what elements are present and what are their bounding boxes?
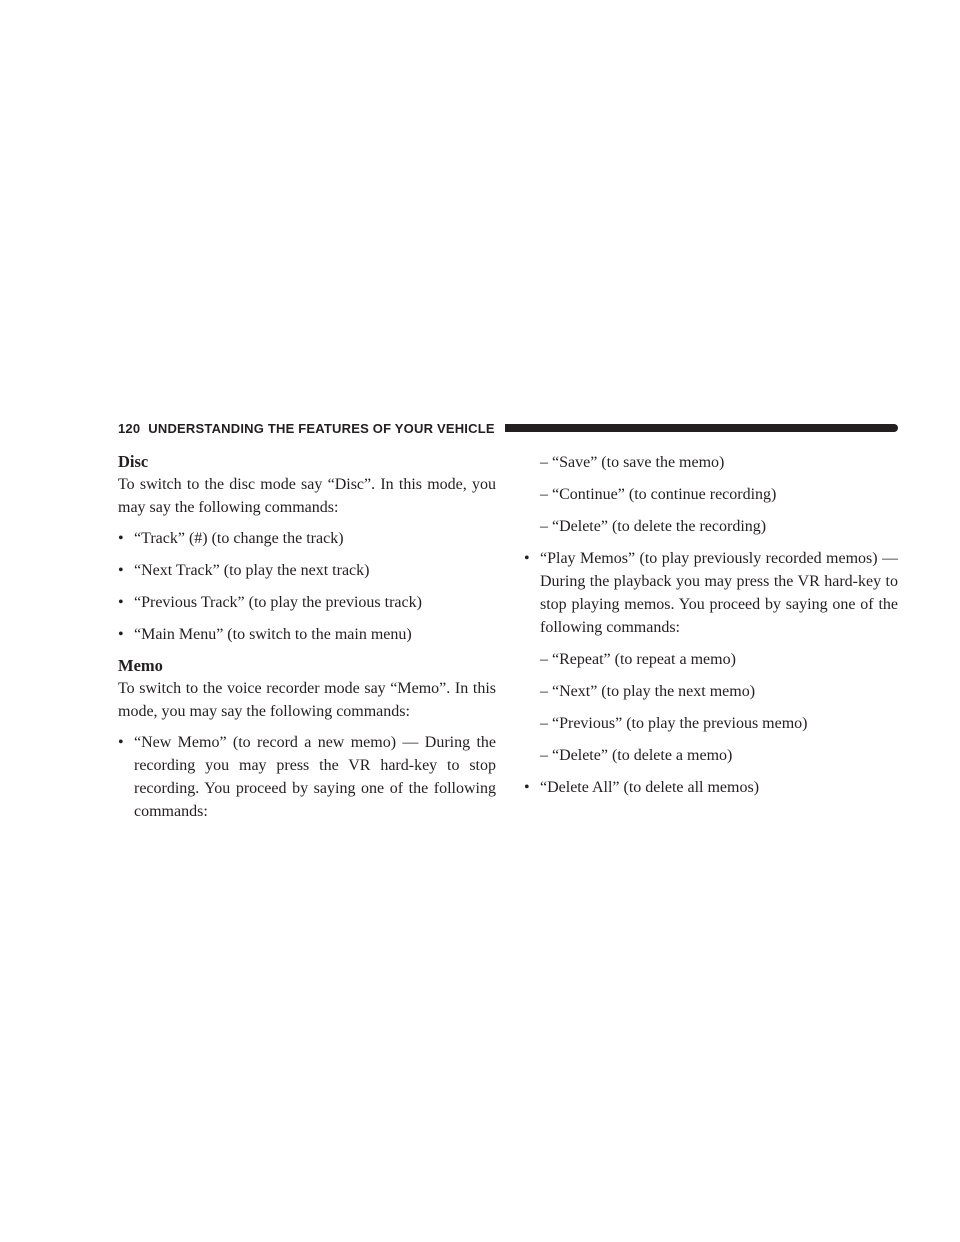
list-item-text: “Delete All” (to delete all memos) [540, 779, 760, 796]
bullet-icon: • [524, 779, 530, 796]
sub-list-item: – “Continue” (to continue recording) [540, 486, 777, 503]
bullet-icon: • [118, 734, 124, 751]
memo-intro: To switch to the voice recorder mode say “Memo”. In this mode, you may say the following commands: [118, 680, 496, 720]
list-item-text: “Track” (#) (to change the track) [134, 530, 344, 547]
sub-list-item: – “Delete” (to delete a memo) [540, 747, 733, 764]
sub-list-item: – “Next” (to play the next memo) [540, 683, 756, 700]
list-item [118, 559, 496, 582]
right-column [524, 451, 898, 808]
section-title: UNDERSTANDING THE FEATURES OF YOUR VEHICLE [148, 420, 495, 436]
list-item [118, 591, 496, 614]
page-number: 120 [118, 420, 141, 436]
list-item [118, 731, 496, 823]
list-item-text: “Main Menu” (to switch to the main menu) [134, 626, 412, 643]
list-item-text: “Next Track” (to play the next track) [134, 562, 370, 579]
disc-intro: To switch to the disc mode say “Disc”. In this mode, you may say the following commands: [118, 476, 496, 516]
list-item [118, 527, 496, 550]
list-item-text: “Play Memos” (to play previously recorded memos) — During the playback you may press the VR hard-key to stop playing memos. You proceed by saying one of the following commands: [540, 550, 898, 636]
bullet-icon: • [118, 594, 124, 611]
header-rule [505, 424, 898, 432]
list-item-text: “Previous Track” (to play the previous track) [134, 594, 422, 611]
bullet-icon: • [118, 626, 124, 643]
sub-list-item: – “Save” (to save the memo) [540, 454, 725, 471]
list-item [524, 547, 898, 639]
sub-list-item: – “Delete” (to delete the recording) [540, 518, 767, 535]
list-item [524, 776, 898, 799]
sub-list-item: – “Repeat” (to repeat a memo) [540, 651, 736, 668]
list-item [118, 623, 496, 646]
disc-heading: Disc [118, 452, 149, 471]
bullet-icon: • [118, 562, 124, 579]
sub-list-item: – “Previous” (to play the previous memo) [540, 715, 808, 732]
bullet-icon: • [524, 550, 530, 567]
memo-heading: Memo [118, 656, 163, 675]
bullet-icon: • [118, 530, 124, 547]
list-item-text: “New Memo” (to record a new memo) — During the recording you may press the VR hard-key to stop recording. You proceed by saying one of the following commands: [134, 734, 496, 820]
page-header [118, 420, 898, 436]
left-column [118, 451, 496, 832]
